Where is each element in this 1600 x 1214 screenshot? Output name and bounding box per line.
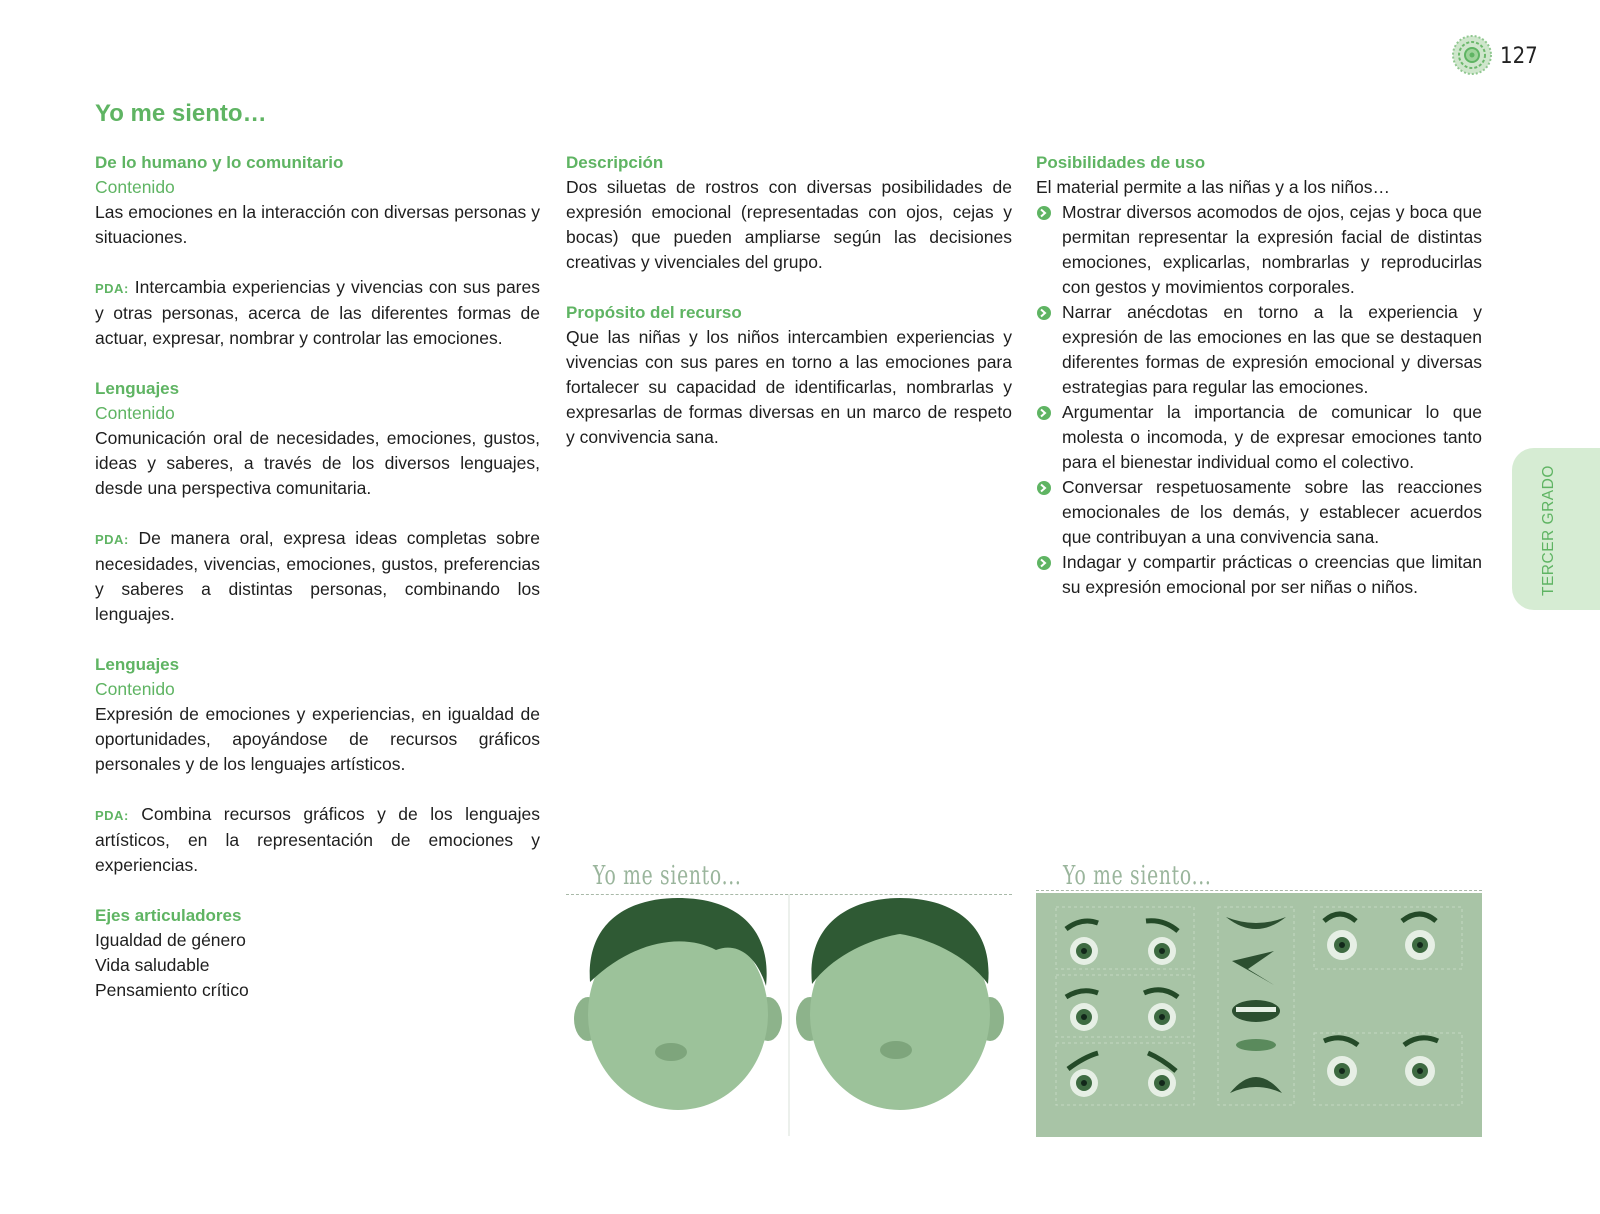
pda-paragraph: [95, 802, 540, 878]
pda-label: PDA:: [95, 808, 129, 823]
face-silhouette-2: [796, 898, 1004, 1110]
column-uses: [1036, 150, 1482, 600]
section-content: Comunicación oral de necesidades, emociones, gustos, ideas y saberes, a través de los diversos lenguajes, desde una perspectiva comunitaria.: [95, 428, 540, 498]
ejes-item: Vida saludable: [95, 955, 210, 975]
uses-item: Conversar respetuosamente sobre las reacciones emocionales de los demás, y establecer acuerdos que contribuyan a una convivencia sana.: [1036, 475, 1482, 550]
arrow-bullet-icon: [1037, 556, 1051, 570]
arrow-bullet-icon: [1037, 406, 1051, 420]
section-content: Expresión de emociones y experiencias, en igualdad de oportunidades, apoyándose de recursos gráficos personales y de los lenguajes artísticos.: [95, 704, 540, 774]
pda-text: Combina recursos gráficos y de los lenguajes artísticos, en la representación de emociones y experiencias.: [95, 804, 541, 875]
faces-figure-caption: Yo me siento...: [593, 861, 742, 891]
section-heading: Lenguajes: [95, 379, 180, 398]
uses-heading: Posibilidades de uso: [1036, 153, 1206, 172]
eyes-set-right: [1314, 907, 1462, 1105]
ejes-item: Pensamiento crítico: [95, 980, 249, 1000]
uses-item: Narrar anécdotas en torno a la experiencia y expresión de las emociones en las que se destaquen diferentes formas de expresión emocional y diversas estrategias para regular las emociones.: [1036, 300, 1482, 400]
grade-side-tab: [1512, 448, 1600, 610]
section-subheading: Contenido: [95, 177, 175, 197]
arrow-bullet-icon: [1037, 206, 1051, 220]
pda-label: PDA:: [95, 281, 129, 296]
section-subheading: Contenido: [95, 679, 175, 699]
uses-intro: El material permite a las niñas y a los niños…: [1036, 177, 1391, 197]
arrow-bullet-icon: [1037, 306, 1051, 320]
section-subheading: Contenido: [95, 403, 175, 423]
grade-label: TERCER GRADO: [1540, 465, 1557, 596]
eyes-set-left: [1056, 907, 1194, 1105]
uses-item: Mostrar diversos acomodos de ojos, cejas y boca que permitan representar la expresión facial de distintas emociones, explicarlas, nombrarlas y reproducirlas con gestos y movimientos corporales.: [1036, 200, 1482, 300]
page-title: Yo me siento…: [95, 100, 267, 127]
page-number: 127: [1500, 44, 1538, 69]
description-heading: Descripción: [566, 153, 664, 172]
pda-text: De manera oral, expresa ideas completas sobre necesidades, vivencias, emociones, gustos, preferencias y saberes a distintas personas, combinando los lenguajes.: [95, 528, 540, 624]
uses-list: [1036, 200, 1482, 600]
purpose-text: Que las niñas y los niños intercambien experiencias y vivencias con sus pares en torno a las emociones para fortalecer su capacidad de identificarlas, nombrarlas y expresarlas de formas diversas en un marco de respeto y convivencia sana.: [566, 327, 1012, 447]
arrow-bullet-icon: [1037, 481, 1051, 495]
pda-paragraph: [95, 275, 540, 351]
pda-text: Intercambia experiencias y vivencias con sus pares y otras personas, acerca de las diferentes formas de actuar, expresar, nombrar y controlar las emociones.: [95, 277, 540, 348]
section-content: Las emociones en la interacción con diversas personas y situaciones.: [95, 202, 540, 247]
description-text: Dos siluetas de rostros con diversas posibilidades de expresión emocional (representadas con ojos, cejas y bocas) que pueden ampliarse según las decisiones creativas y vivenciales del grupo.: [566, 177, 1012, 272]
purpose-heading: Propósito del recurso: [566, 303, 742, 322]
mouths-set: [1218, 907, 1294, 1105]
column-curriculum: [95, 150, 540, 1003]
section-heading: De lo humano y lo comunitario: [95, 153, 344, 172]
column-description: [566, 150, 1012, 450]
ejes-item: Igualdad de género: [95, 930, 246, 950]
uses-item: Argumentar la importancia de comunicar lo que molesta o incomoda, y de expresar emociones tanto para el bienestar individual como el colectivo.: [1036, 400, 1482, 475]
face-parts-illustration: [1036, 893, 1482, 1137]
ejes-heading: Ejes articuladores: [95, 906, 242, 925]
face-silhouettes-illustration: [566, 894, 1012, 1136]
section-heading: Lenguajes: [95, 655, 180, 674]
uses-item: Indagar y compartir prácticas o creencias que limitan su expresión emocional por ser niñas o niños.: [1036, 550, 1482, 600]
pda-label: PDA:: [95, 532, 129, 547]
page-logo-icon: [1451, 34, 1493, 76]
face-silhouette-1: [574, 898, 782, 1110]
parts-figure-caption: Yo me siento...: [1063, 861, 1212, 891]
pda-paragraph: [95, 526, 540, 627]
cut-line: [1036, 890, 1482, 891]
